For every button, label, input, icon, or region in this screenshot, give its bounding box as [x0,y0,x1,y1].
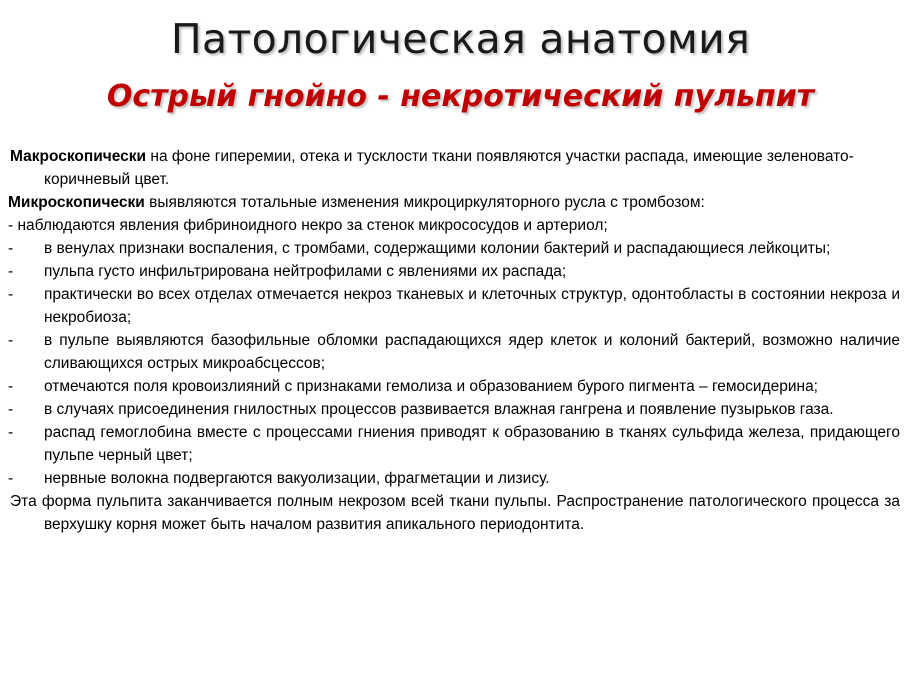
micro-label: Микроскопически [8,194,145,211]
list-item [8,329,900,375]
list-item [8,467,900,490]
micro-text: выявляются тотальные изменения микроциркуляторного русла с тромбозом: [144,194,705,211]
list-item-text: в пульпе выявляются базофильные обломки распадающихся ядер клеток и колоний бактерий, возможно наличие сливающихся острых микроабсцессов; [44,332,900,372]
macro-label: Макроскопически [10,148,147,165]
list-item-text: в венулах признаки воспаления, с тромбами, содержащими колонии бактерий и распадающиеся лейкоциты; [44,240,831,257]
bullet-marker: - [8,424,14,441]
slide-title: Патологическая анатомия [170,15,751,63]
slide-subtitle: Острый гнойно - некротический пульпит [106,79,815,114]
micro-paragraph [8,191,900,214]
list-item [8,398,900,421]
bullet-marker: - [8,240,14,257]
list-item-text: практически во всех отделах отмечается некроз тканевых и клеточных структур, одонтобласты в состоянии некроза и некробиоза; [44,286,900,326]
list-item-text: пульпа густо инфильтрирована нейтрофилами с явлениями их распада; [44,263,567,280]
list-item-text: в случаях присоединения гнилостных процессов развивается влажная гангрена и появление пузырьков газа. [44,401,834,418]
macro-paragraph [8,145,900,191]
list-item [8,237,900,260]
fibrinoid-paragraph: - наблюдаются явления фибриноидного некро за стенок микрососудов и артериол; [8,217,608,234]
list-item-text: распад гемоглобина вместе с процессами гниения приводят к образованию в тканях сульфида железа, придающего пульпе черный цвет; [44,424,900,464]
bullet-marker: - [8,286,14,303]
conclusion-paragraph: Эта форма пульпита заканчивается полным некрозом всей ткани пульпы. Распространение патологического процесса за верхушку корня может быть началом развития апикального периодонтита. [10,493,900,533]
macro-text: на фоне гиперемии, отека и тусклости ткани появляются участки распада, имеющие зеленовато-коричневый цвет. [44,148,854,188]
list-item [8,283,900,329]
bullet-marker: - [8,332,14,349]
list-item [8,375,900,398]
slide-body [8,145,900,536]
bullet-marker: - [8,401,14,418]
bullet-marker: - [8,378,14,395]
bullet-marker: - [8,263,14,280]
bullet-marker: - [8,470,14,487]
list-item [8,421,900,467]
list-item [8,260,900,283]
list-item-text: отмечаются поля кровоизлияний с признаками гемолиза и образованием бурого пигмента – гемосидерина; [44,378,818,395]
list-item-text: нервные волокна подвергаются вакуолизации, фрагметации и лизису. [44,470,550,487]
